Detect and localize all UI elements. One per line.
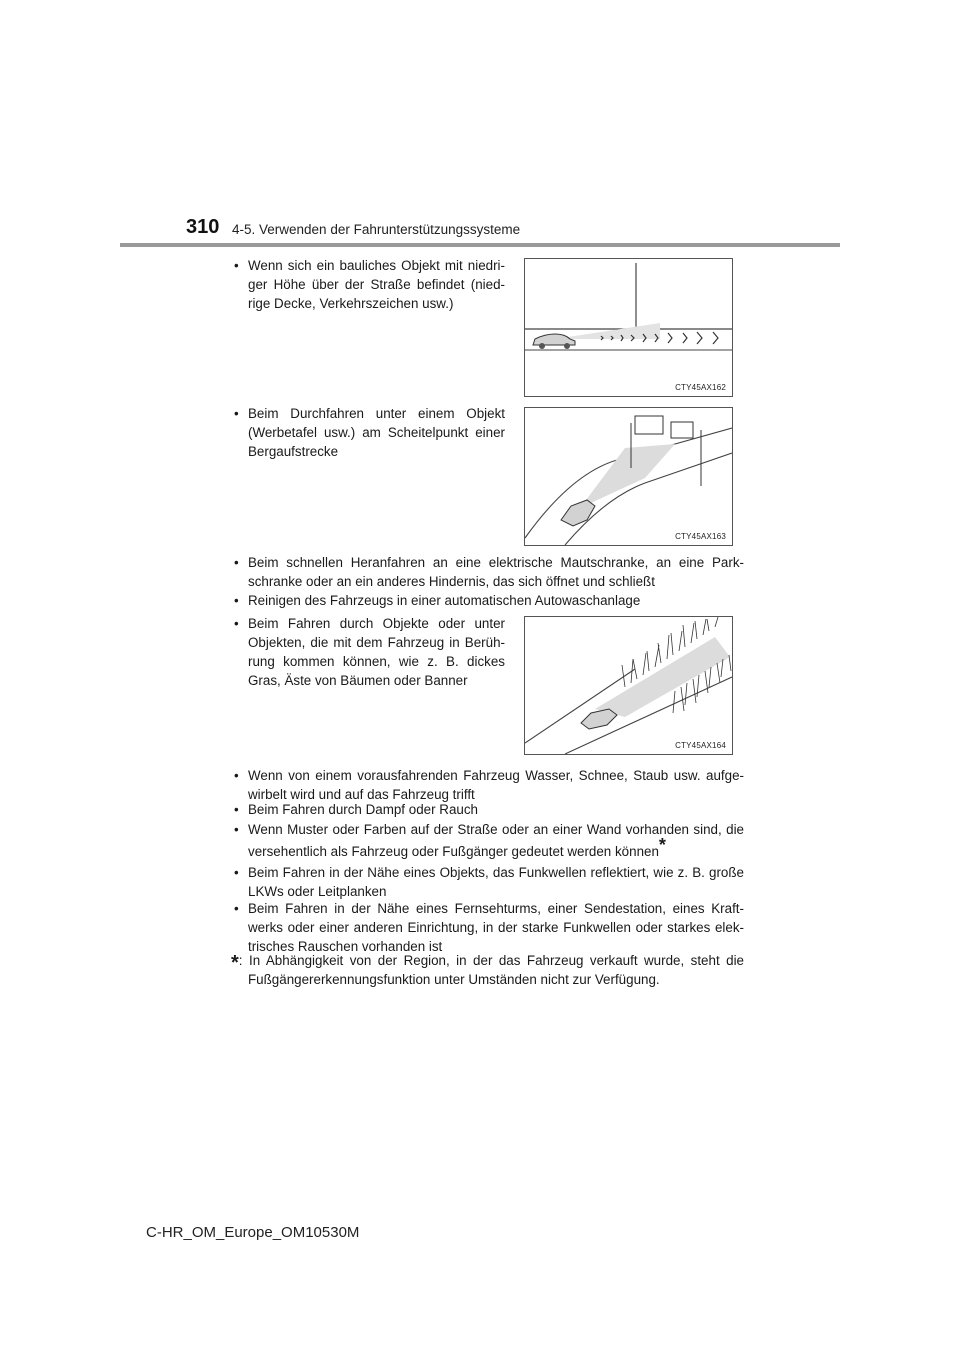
- illustration-low-overhead: [525, 259, 732, 396]
- bullet-symbol: •: [234, 258, 239, 273]
- bullet-symbol: •: [234, 616, 239, 631]
- bullet-symbol: •: [234, 555, 239, 570]
- bullet-text: Beim Fahren in der Nähe eines Objekts, das Funkwellen reflektiert, wie z. B. große LKWs oder Leitplanken: [248, 865, 744, 899]
- figure-code: CTY45AX162: [675, 383, 726, 392]
- footnote-text: : In Abhängigkeit von der Region, in der das Fahrzeug verkauft wurde, steht die Fußgängererkennungsfunktion unter Umständen nicht zur Verfügung.: [238, 953, 744, 987]
- bullet-symbol: •: [234, 593, 239, 608]
- bullet-low-overhead-object: [234, 256, 505, 313]
- footnote: [231, 950, 744, 989]
- figure-code: CTY45AX164: [675, 741, 726, 750]
- footnote-mark: *: [231, 952, 239, 974]
- bullet-car-wash: [234, 591, 744, 610]
- figure-grass-branches: [524, 616, 733, 755]
- car-icon: [533, 334, 575, 349]
- bullet-steam-smoke: [234, 800, 744, 819]
- bullet-text: Reinigen des Fahrzeugs in einer automatischen Autowaschanlage: [248, 593, 641, 608]
- bullet-tv-tower: [234, 899, 744, 956]
- bullet-symbol: •: [234, 822, 239, 837]
- section-title: 4-5. Verwenden der Fahrunterstützungssysteme: [232, 222, 521, 237]
- illustration-billboard-hill: [525, 408, 732, 545]
- bullet-billboard-hilltop: [234, 404, 505, 461]
- bullet-symbol: •: [234, 901, 239, 916]
- document-id: C-HR_OM_Europe_OM10530M: [146, 1224, 360, 1241]
- bullet-text: Wenn von einem vorausfahrenden Fahrzeug Wasser, Schnee, Staub usw. aufge-wirbelt wird und auf das Fahrzeug trifft: [248, 768, 744, 802]
- bullet-symbol: •: [234, 406, 239, 421]
- bullet-text: Beim Durchfahren unter einem Objekt (Werbetafel usw.) am Scheitelpunkt einer Bergaufstrecke: [248, 406, 505, 459]
- page-number: 310: [186, 216, 220, 238]
- illustration-grass-branches: [525, 617, 732, 754]
- bullet-symbol: •: [234, 802, 239, 817]
- figure-low-overhead: [524, 258, 733, 397]
- bullet-toll-barrier: [234, 553, 744, 591]
- bullet-text: Beim Fahren durch Dampf oder Rauch: [248, 802, 478, 817]
- bullet-text: Wenn Muster oder Farben auf der Straße oder an einer Wand vorhanden sind, die versehentlich als Fahrzeug oder Fußgänger gedeutet werden können: [248, 822, 744, 859]
- figure-billboard-hill: [524, 407, 733, 546]
- bullet-text: Beim Fahren durch Objekte oder unter Objekten, die mit dem Fahrzeug in Berüh-rung kommen können, wie z. B. dickes Gras, Äste von Bäumen oder Banner: [248, 616, 505, 688]
- bullet-text: Beim Fahren in der Nähe eines Fernsehturms, einer Sendestation, eines Kraft-werks oder einer anderen Einrichtung, in der starke Funkwellen oder starkes elek-trisches Rauschen vorhanden ist: [248, 901, 744, 954]
- bullet-text: Wenn sich ein bauliches Objekt mit niedri-ger Höhe über der Straße befindet (nied-rige Decke, Verkehrszeichen usw.): [248, 258, 505, 311]
- bullet-radio-reflection: [234, 863, 744, 901]
- footnote-reference: *: [658, 835, 666, 855]
- car-icon: [581, 709, 617, 729]
- bullet-patterns-colors: [234, 819, 744, 862]
- bullet-water-snow-dust: [234, 766, 744, 804]
- bullet-grass-branches: [234, 614, 505, 690]
- bullet-symbol: •: [234, 865, 239, 880]
- header-rule: [120, 243, 840, 247]
- bullet-text: Beim schnellen Heranfahren an eine elektrische Mautschranke, an eine Park-schranke oder an ein anderes Hindernis, das sich öffnet und schließt: [248, 555, 744, 589]
- bullet-symbol: •: [234, 768, 239, 783]
- car-icon: [561, 500, 595, 526]
- figure-code: CTY45AX163: [675, 532, 726, 541]
